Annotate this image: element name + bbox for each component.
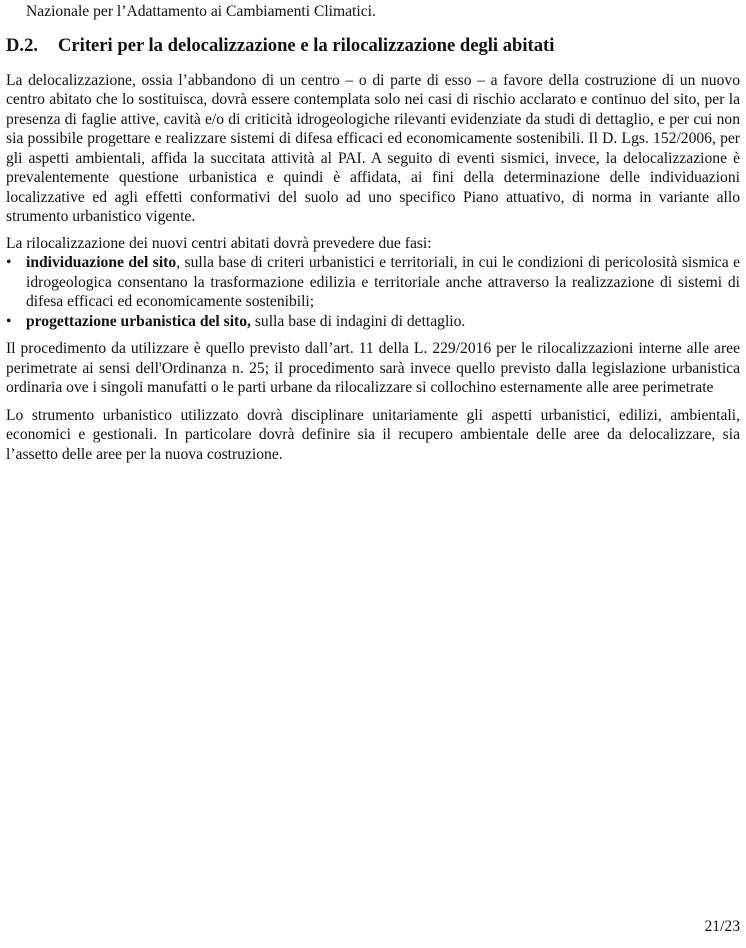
section-title: Criteri per la delocalizzazione e la rilocalizzazione degli abitati	[58, 34, 555, 56]
list-item-bold: progettazione urbanistica del sito,	[26, 312, 251, 330]
paragraph-procedimento: Il procedimento da utilizzare è quello previsto dall’art. 11 della L. 229/2016 per le rilocalizzazioni interne alle aree perimetrate ai sensi dell'Ordinanza n. 25; il procedimento sarà invece quello previsto dalla legislazione urbanistica ordinaria ove i singoli manufatti o le parti urbane da rilocalizzare si collochino esternamente alle aree perimetrate	[6, 340, 740, 396]
list-item-text: , sulla base di criteri urbanistici e territoriali, in cui le condizioni di pericolosità sismica e idrogeologica consentano la trasformazione edilizia e territoriale anche attraverso la realizzazione di sistemi di difesa efficaci ed economicamente sostenibili;	[26, 254, 741, 310]
paragraph-delocalizzazione: La delocalizzazione, ossia l’abbandono di un centro – o di parte di esso – a favore della costruzione di un nuovo centro abitato che lo sostituisca, dovrà essere contemplata solo nei casi di rischio acclarato e continuo del sito, per la presenza di faglie attive, cavità e/o di criticità idrogeologiche rilevanti evidenziate da studi di dettaglio, e per cui non sia possibile progettare e realizzare sistemi di difesa efficaci ed economicamente sostenibili. Il D. Lgs. 152/2006, per gli aspetti ambientali, affida la succitata attività al PAI. A seguito di eventi sismici, invece, la delocalizzazione è prevalentemente questione urbanistica e quindi è affidata, ai fini della determinazione delle individuazioni localizzative ed agli effetti conformativi del suolo ad uno specifico Piano attuativo, di norma in variante allo strumento urbanistico vigente.	[6, 71, 740, 225]
list-item	[6, 253, 740, 312]
phases-list	[6, 253, 740, 331]
section-heading	[6, 34, 740, 58]
paragraph-strumento-urbanistico: Lo strumento urbanistico utilizzato dovrà disciplinare unitariamente gli aspetti urbanistici, edilizi, ambientali, economici e gestionali. In particolare dovrà definire sia il recupero ambientale delle aree da delocalizzare, sia l’assetto delle aree per la nuova costruzione.	[6, 406, 740, 463]
section-number: D.2.	[6, 34, 39, 56]
continued-text-line: Nazionale per l’Adattamento ai Cambiamenti Climatici.	[26, 3, 376, 20]
paragraph-rilocalizzazione-intro: La rilocalizzazione dei nuovi centri abitati dovrà prevedere due fasi:	[6, 234, 432, 252]
page-number: 21/23	[704, 918, 740, 935]
bullet-icon: •	[6, 312, 12, 330]
bullet-icon: •	[6, 254, 12, 271]
list-item-bold: individuazione del sito	[26, 254, 177, 271]
list-item-text: sulla base di indagini di dettaglio.	[250, 312, 466, 330]
document-page	[6, 0, 740, 464]
list-item	[6, 312, 740, 332]
